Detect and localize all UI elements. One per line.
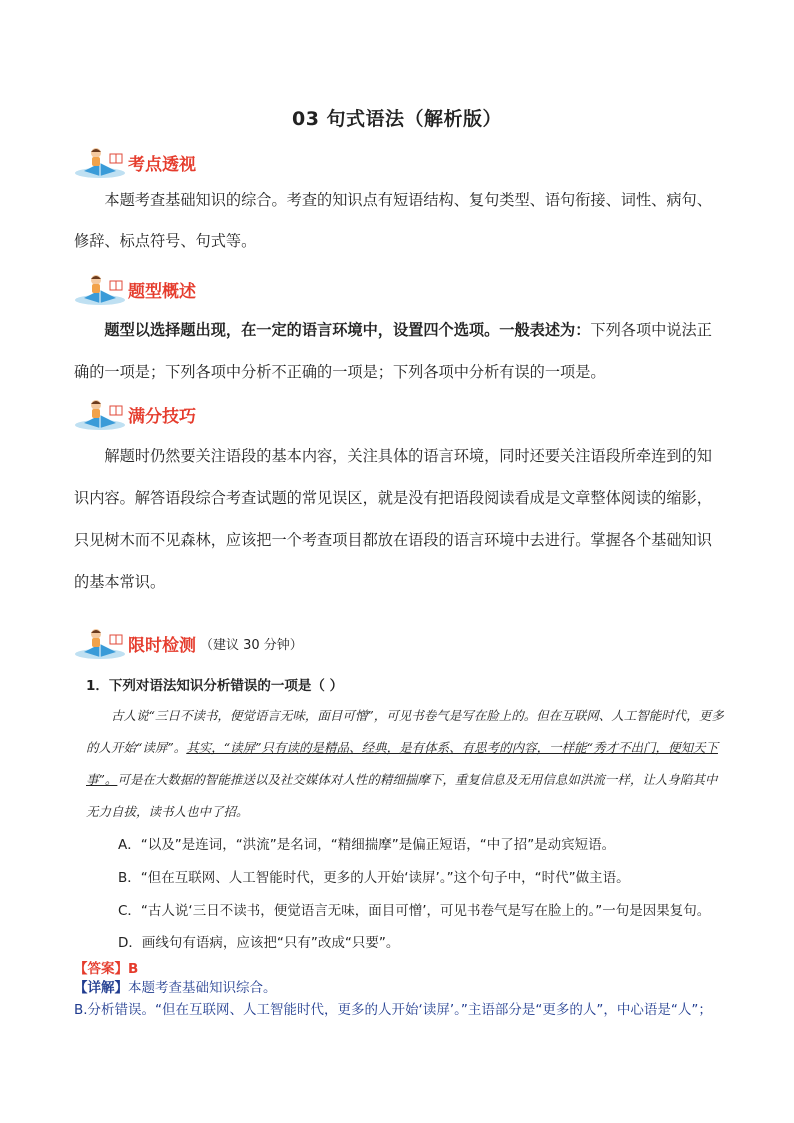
passage-part-b: 可是在大数据的智能推送以及社交媒体对人性的精细揣摩下，重复信息及无用信息如洪流一样，让人身陷其中无力自拔，读书人也中了招。 xyxy=(86,772,718,819)
section-header-jiance xyxy=(74,626,303,660)
passage-part-a: 古人说“三日不读书，便觉语言无味，面目可憎”，可见书卷气是写在脸上的。但在互联网、人工智能时代，更多的人开始“读屏”。 xyxy=(86,708,724,755)
answer-line xyxy=(74,957,138,977)
section-header-jiqiao xyxy=(74,397,196,431)
answer-label: 【答案】 xyxy=(74,961,128,977)
section-header-kaodian xyxy=(74,145,196,179)
tixing-text: 下列各项中说法正确的一项是；下列各项中分析不正确的一项是；下列各项中分析有误的一项是。 xyxy=(74,321,712,381)
section-label: 考点透视 xyxy=(128,154,196,175)
option-b: B．“但在互联网、人工智能时代，更多的人开始‘读屏’。”这个句子中，“时代”做主语。 xyxy=(118,870,630,886)
detail-label: 【详解】 xyxy=(74,980,128,996)
option-c: C．“古人说‘三日不读书，便觉语言无味，面目可憎’，可见书卷气是写在脸上的。”一句是因果复句。 xyxy=(118,903,711,919)
page-title: 03 句式语法（解析版） xyxy=(291,108,503,130)
detail-text: 本题考查基础知识综合。 xyxy=(128,980,277,996)
section-label: 限时检测 xyxy=(128,635,196,656)
section-label: 题型概述 xyxy=(128,281,196,302)
section-header-tixing xyxy=(74,272,196,306)
tixing-bold-lead: 题型以选择题出现，在一定的语言环境中，设置四个选项。一般表述为： xyxy=(104,321,591,339)
time-suggestion: （建议 30 分钟） xyxy=(200,637,303,653)
answer-value: B xyxy=(128,961,139,977)
question-stem: 1．下列对语法知识分析错误的一项是（ ） xyxy=(86,678,344,694)
reading-student-icon xyxy=(74,397,126,431)
detail-line xyxy=(74,976,277,996)
question-passage xyxy=(86,700,726,828)
reading-student-icon xyxy=(74,145,126,179)
passage-underlined-sentence: 其实，“读屏”只有读的是精品、经典，是有体系、有思考的内容，一样能“秀才不出门，便知天下事”。 xyxy=(86,740,718,787)
kaodian-paragraph: 本题考查基础知识的综合。考查的知识点有短语结构、复句类型、语句衔接、词性、病句、修辞、标点符号、句式等。 xyxy=(74,191,712,250)
tixing-paragraph xyxy=(74,309,724,393)
option-b-explanation: B.分析错误。“但在互联网、人工智能时代，更多的人开始‘读屏’。”主语部分是“更多的人”，中心语是“人”； xyxy=(74,1002,712,1018)
option-a: A．“以及”是连词，“洪流”是名词，“精细揣摩”是偏正短语，“中了招”是动宾短语。 xyxy=(118,837,616,853)
reading-student-icon xyxy=(74,272,126,306)
jiqiao-paragraph: 解题时仍然要关注语段的基本内容，关注具体的语言环境，同时还要关注语段所牵连到的知识内容。解答语段综合考查试题的常见误区，就是没有把语段阅读看成是文章整体阅读的缩影，只见树木而不见森林，应该把一个考查项目都放在语段的语言环境中去进行。掌握各个基础知识的基本常识。 xyxy=(74,447,712,591)
section-label: 满分技巧 xyxy=(128,406,196,427)
option-d: D．画线句有语病，应该把“只有”改成“只要”。 xyxy=(118,935,400,951)
reading-student-icon xyxy=(74,626,126,660)
